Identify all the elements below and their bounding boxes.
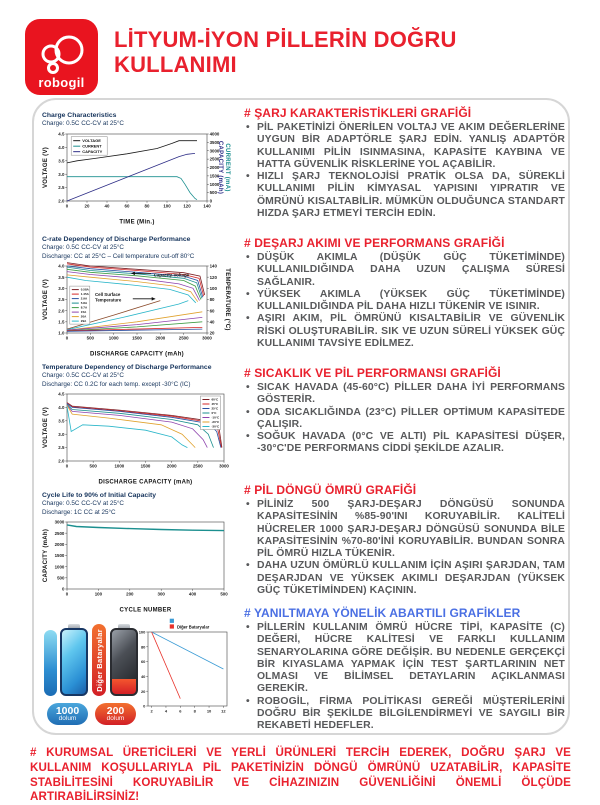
svg-text:TEMPERATURE (°C): TEMPERATURE (°C) [224, 268, 230, 331]
svg-text:3.5: 3.5 [58, 274, 65, 280]
svg-text:1500: 1500 [132, 335, 142, 341]
svg-text:500: 500 [89, 463, 97, 469]
svg-text:80: 80 [140, 644, 146, 650]
chart-title: C-rate Dependency of Discharge Performance [42, 236, 191, 243]
svg-text:40: 40 [104, 203, 110, 209]
bullet-list [244, 499, 565, 597]
crate-discharge-chart [42, 261, 232, 357]
svg-text:1000: 1000 [108, 335, 119, 341]
badge-unit: dolum [58, 715, 77, 722]
svg-text:200: 200 [126, 591, 134, 597]
bullet-item: • YÜKSEK AKIMLA (YÜKSEK GÜÇ TÜKETİMİNDE) KULLANILDIĞINDA PİL DAHA HIZLI TÜKENİR VE ISINIR. [244, 289, 565, 314]
section-sicaklik-performans [244, 366, 565, 456]
chart-title: Temperature Dependency of Discharge Performance [42, 364, 212, 371]
svg-text:40: 40 [140, 674, 146, 679]
svg-text:CURRENT (mA): CURRENT (mA) [224, 143, 230, 192]
chart-title: Charge Characteristics [42, 112, 117, 119]
chart-block-charge-characteristics [42, 112, 234, 225]
svg-text:0: 0 [65, 591, 69, 597]
bullet-item: • DAHA UZUN ÖMÜRLÜ KULLANIM İÇİN AŞIRI ŞARJDAN, TAM DEŞARJDAN VE YÜKSEK AKIMLI DEŞARJDAN (YÜKSEK GÜÇ TÜKETİMİNDEN) KAÇININ. [244, 560, 565, 597]
bullet-item: • SICAK HAVADA (45-60°C) PİLLER DAHA İYİ PERFORMANS GÖSTERİR. [244, 382, 565, 407]
svg-text:100: 100 [94, 591, 103, 597]
bullet-item: • ROBOGİL, FİRMA POLİTİKASI GEREĞİ MÜŞTERİLERİNİ DOĞRU BİR ŞEKİLDE BİLGİLENDİRMEYİ VE SAYGILI BİR REKABETİ HEDEFLER. [244, 696, 565, 733]
svg-text:12: 12 [221, 708, 226, 714]
robogil-logo [25, 19, 98, 95]
svg-text:500: 500 [86, 335, 94, 341]
badge-200-dolum [95, 703, 136, 725]
badge-1000-dolum [47, 703, 88, 725]
svg-text:2500: 2500 [178, 335, 189, 341]
chart-subtitle: Charge: 0.5C CC-CV at 25°C [42, 372, 124, 380]
svg-text:4: 4 [164, 708, 168, 714]
svg-text:20: 20 [84, 203, 90, 209]
svg-text:-30°C: -30°C [211, 424, 220, 429]
svg-text:100: 100 [209, 285, 217, 291]
svg-text:80: 80 [144, 203, 150, 209]
svg-text:1.0: 1.0 [58, 330, 65, 336]
svg-text:6: 6 [179, 708, 182, 714]
svg-text:Temperature: Temperature [95, 297, 122, 303]
chart-subtitle: Discharge: CC at 25°C – Cell temperature cut-off 80°C [42, 252, 195, 260]
svg-text:3.5: 3.5 [58, 158, 65, 164]
svg-text:4.5: 4.5 [58, 131, 65, 137]
footer-statement: # KURUMSAL ÜRETİCİLERİ VE YERLİ ÜRÜNLERİ TERCİH EDEREK, DOĞRU ŞARJ VE KULLANIM KOŞULLARIYLA PİL PAKETİNİZİN DÖNGÜ ÖMRÜNÜ UZATABİLİR, KAPASİTE STABİLİTESİNİ KORUYABİLİR VE CİHAZINIZIN GÜVENLİĞİNİ ÖNEMLİ ÖLÇÜDE ARTIRABİLİRSİNİZ! [30, 746, 571, 804]
blue-charge-bar [44, 630, 57, 696]
plot-area [148, 632, 227, 706]
svg-text:CYCLE NUMBER: CYCLE NUMBER [119, 607, 172, 613]
svg-text:100: 100 [163, 203, 171, 209]
bullet-list [244, 122, 565, 220]
svg-text:140: 140 [209, 263, 217, 269]
chart-subtitle: Discharge: CC 0.2C for each temp. except -30°C (IC) [42, 380, 191, 388]
blue-battery-full-icon [60, 628, 88, 696]
svg-text:Capacity-Voltage: Capacity-Voltage [153, 272, 190, 278]
svg-text:1500: 1500 [54, 552, 65, 558]
section-yaniltici-grafikler [244, 606, 565, 732]
svg-text:3000: 3000 [202, 335, 212, 341]
chart-block-crate-discharge [42, 236, 234, 357]
svg-text:120: 120 [183, 203, 191, 209]
svg-text:VOLTAGE: VOLTAGE [82, 137, 101, 143]
plot-area [67, 522, 224, 589]
svg-text:3500: 3500 [209, 139, 220, 145]
svg-text:1.45A: 1.45A [80, 291, 89, 296]
svg-text:60°C: 60°C [211, 397, 219, 402]
chart-block-cycle-life [42, 492, 234, 613]
bullet-item: • AŞIRI AKIM, PİL ÖMRÜNÜ KISALTABİLİR VE GÜVENLİK RİSKİ OLUŞTURABİLİR. SIK VE UZUN SÜRELİ YÜKSEK GÜÇ KULLANIMI TAVSİYE EDİLMEZ. [244, 313, 565, 350]
svg-text:2.0: 2.0 [58, 198, 65, 204]
svg-text:3.0: 3.0 [58, 431, 65, 437]
svg-text:VOLTAGE (V): VOLTAGE (V) [43, 146, 49, 188]
svg-text:60: 60 [209, 308, 215, 314]
svg-text:CURRENT: CURRENT [82, 143, 102, 149]
svg-text:80: 80 [209, 296, 215, 302]
svg-text:-10°C: -10°C [211, 415, 220, 420]
svg-text:2.0: 2.0 [58, 458, 65, 464]
bullet-item: • PİLİNİZ 500 ŞARJ-DEŞARJ DÖNGÜSÜ SONUNDA KAPASİTESİNİN %85-90'INI KORUYABİLİR. KALİTELİ HÜCRELER 1000 ŞARJ-DEŞARJ DÖNGÜSÜ SONUNDA BİLE KAPASİTESİNİN %70-80'İNİ KORUYABİLİR. BUNDAN SONRA PİL ÖMRÜ HIZLA TÜKENİR. [244, 499, 565, 560]
svg-text:2500: 2500 [209, 156, 220, 162]
svg-text:2: 2 [150, 708, 153, 714]
svg-text:0: 0 [65, 203, 69, 209]
section-desarj-akimi [244, 236, 565, 350]
svg-text:2500: 2500 [54, 530, 65, 536]
svg-text:25°C: 25°C [211, 406, 219, 411]
svg-text:5.8A: 5.8A [80, 300, 88, 305]
battery-comparison-graphic [42, 616, 234, 735]
svg-text:60: 60 [124, 203, 130, 209]
charge-characteristics-chart [42, 129, 232, 225]
svg-text:0: 0 [61, 586, 65, 592]
svg-text:20: 20 [209, 330, 215, 336]
svg-text:100: 100 [138, 629, 146, 635]
svg-text:500: 500 [57, 575, 65, 581]
svg-text:3000: 3000 [54, 519, 65, 525]
svg-text:2500: 2500 [192, 463, 203, 469]
svg-text:-20°C: -20°C [211, 419, 220, 424]
svg-text:0.58A: 0.58A [80, 287, 89, 292]
svg-text:3000: 3000 [209, 148, 220, 154]
bullet-item: • ODA SICAKLIĞINDA (23°C) PİLLER OPTİMUM KAPASİTEDE ÇALIŞIR. [244, 407, 565, 432]
svg-text:3.0: 3.0 [58, 171, 65, 177]
chart-subtitle: Discharge: 1C CC at 25°C [42, 508, 116, 516]
svg-text:60: 60 [140, 659, 146, 665]
svg-text:CAPACITY: CAPACITY [82, 148, 103, 154]
svg-text:400: 400 [188, 591, 197, 597]
svg-text:2.5: 2.5 [58, 296, 65, 302]
section-heading: # SICAKLIK VE PİL PERFORMANSI GRAFİĞİ [244, 366, 501, 380]
svg-text:3.5: 3.5 [58, 418, 65, 424]
chart-title: Cycle Life to 90% of Initial Capacity [42, 492, 157, 499]
chart-block-temperature-discharge [42, 364, 234, 485]
svg-text:0: 0 [65, 463, 69, 469]
text-column [244, 104, 565, 734]
dark-battery-low-icon [110, 628, 138, 696]
bullet-list [244, 382, 565, 456]
chart-subtitle: Charge: 0.5C CC-CV at 25°C [42, 244, 124, 252]
badge-unit: dolum [106, 715, 125, 722]
svg-text:10: 10 [206, 708, 212, 714]
svg-text:CAPACITY (mAh): CAPACITY (mAh) [43, 528, 49, 582]
svg-text:4.0: 4.0 [58, 144, 65, 150]
svg-text:0: 0 [209, 198, 213, 204]
page-title [114, 27, 574, 77]
badge-value: 1000 [55, 704, 80, 717]
chart-subtitle: Charge: 0.5C CC-CV at 25°C [42, 120, 124, 128]
svg-text:Diğer Bataryalar: Diğer Bataryalar [176, 624, 210, 630]
svg-text:DISCHARGE CAPACITY (mAh): DISCHARGE CAPACITY (mAh) [90, 351, 184, 357]
section-heading: # DEŞARJ AKIMI VE PERFORMANS GRAFİĞİ [244, 236, 505, 250]
svg-text:40: 40 [209, 319, 215, 325]
svg-text:2000: 2000 [54, 541, 65, 547]
cycle-comparison-mini-chart [138, 616, 230, 718]
section-heading: # YANILTMAYA YÖNELİK ABARTILI GRAFİKLER [244, 606, 521, 620]
svg-text:0°C: 0°C [211, 410, 217, 415]
svg-text:29A: 29A [80, 318, 87, 323]
section-sarj-karakteristikleri [244, 106, 565, 220]
svg-text:500: 500 [209, 189, 217, 195]
svg-text:0: 0 [65, 335, 69, 341]
logo-wordmark: robogil [38, 75, 85, 90]
svg-text:2.0: 2.0 [58, 308, 65, 314]
svg-text:4.5: 4.5 [58, 391, 65, 397]
page-title-line2: KULLANIMI [114, 52, 237, 78]
svg-text:VOLTAGE (V): VOLTAGE (V) [43, 278, 49, 320]
svg-text:2000: 2000 [166, 463, 177, 469]
section-dongu-omru [244, 483, 565, 597]
svg-text:2.5: 2.5 [58, 184, 65, 190]
robogil-circles-icon [36, 32, 88, 76]
bullet-item: • SOĞUK HAVADA (0°C VE ALTI) PİL KAPASİTESİ DÜŞER, -30°C'DE PERFORMANS CİDDİ ŞEKİLDE AZALIR. [244, 431, 565, 456]
svg-text:2.5: 2.5 [58, 445, 65, 451]
svg-text:TIME (Min.): TIME (Min.) [119, 219, 155, 225]
svg-text:4000: 4000 [209, 131, 220, 137]
svg-text:4.0: 4.0 [58, 404, 65, 410]
badge-value: 200 [106, 704, 125, 717]
bullet-item: • HIZLI ŞARJ TEKNOLOJİSİ PRATİK OLSA DA, SÜREKLİ KULLANIMI PİLİN KİMYASAL YAPISINI YIPRATIR VE ÖMRÜNÜ KISALTABİLİR. MÜMKÜN OLDUĞUNCA STANDART HIZDA ŞARJ ETMEYİ TERCİH EDİN. [244, 171, 565, 220]
temperature-discharge-chart [42, 389, 232, 485]
svg-text:500: 500 [220, 591, 228, 597]
bullet-list [244, 252, 565, 350]
svg-text:3.0: 3.0 [58, 285, 65, 291]
svg-text:20A: 20A [80, 314, 87, 319]
svg-text:1000: 1000 [114, 463, 125, 469]
svg-text:DISCHARGE CAPACITY (mAh): DISCHARGE CAPACITY (mAh) [98, 479, 193, 485]
svg-text:0: 0 [143, 703, 146, 709]
page-title-line1: LİTYUM-İYON PİLLERİN DOĞRU [114, 27, 457, 52]
svg-text:2000: 2000 [155, 335, 166, 341]
svg-text:1500: 1500 [140, 463, 151, 469]
low-charge-segment [112, 679, 136, 694]
svg-text:1500: 1500 [209, 173, 220, 179]
bullet-item: • PİLLERİN KULLANIM ÖMRÜ HÜCRE TİPİ, KAPASİTE (C) DEĞERİ, HÜCRE KALİTESİ VE FARKLI KULLANIM SENARYOLARINA GÖRE DEĞİŞİR. BU NEDENLE GERÇEKÇİ BİR KIYASLAMA YAPMAK İÇİN TEST ŞARTLARININ NET OLMASI VE BİLİMSEL DETAYLARIN AÇIKLANMASI GEREKİR. [244, 622, 565, 696]
svg-text:3000: 3000 [219, 463, 229, 469]
svg-text:2000: 2000 [209, 164, 220, 170]
svg-text:15A: 15A [80, 309, 87, 314]
bullet-item: • PİL PAKETİNİZİ ÖNERİLEN VOLTAJ VE AKIM DEĞERLERİNE UYGUN BİR ADAPTÖRLE ŞARJ EDİN. YANLIŞ ADAPTÖR KULLANIMI PİLİN ISINMASINA, KAPASİTE KAYBINA VE HATTA GÜVENLİK RİSKLERİNE YOL AÇABİLİR. [244, 122, 565, 171]
cycle-life-chart [42, 517, 232, 613]
svg-text:20: 20 [140, 688, 146, 694]
svg-text:4.0: 4.0 [58, 263, 65, 269]
svg-text:2.9A: 2.9A [80, 296, 88, 301]
svg-text:1000: 1000 [54, 564, 65, 570]
section-heading: # PİL DÖNGÜ ÖMRÜ GRAFİĞİ [244, 483, 417, 497]
charts-column [42, 108, 234, 733]
chart-subtitle: Charge: 0.5C CC-CV at 25°C [42, 500, 124, 508]
svg-text:8.7A: 8.7A [80, 305, 88, 310]
svg-text:1.5: 1.5 [58, 319, 65, 325]
bullet-item: • DÜŞÜK AKIMLA (DÜŞÜK GÜÇ TÜKETİMİNDE) KULLANILDIĞINDA DAHA UZUN ÇALIŞMA SÜRESİ SAĞLANIR. [244, 252, 565, 289]
section-heading: # ŞARJ KARAKTERİSTİKLERİ GRAFİĞİ [244, 106, 472, 120]
svg-text:140: 140 [203, 203, 211, 209]
svg-text:CAPACITY (mAh): CAPACITY (mAh) [217, 140, 223, 194]
bullet-list [244, 622, 565, 732]
svg-text:8: 8 [193, 708, 196, 714]
svg-text:120: 120 [209, 274, 217, 280]
svg-text:Cell Surface: Cell Surface [95, 291, 121, 297]
svg-text:VOLTAGE (V): VOLTAGE (V) [43, 406, 49, 448]
svg-text:45°C: 45°C [211, 401, 219, 406]
other-batteries-bar [92, 624, 106, 696]
svg-text:1000: 1000 [209, 181, 220, 187]
other-batteries-label: Diğer Bataryalar [94, 628, 104, 692]
svg-text:300: 300 [157, 591, 165, 597]
